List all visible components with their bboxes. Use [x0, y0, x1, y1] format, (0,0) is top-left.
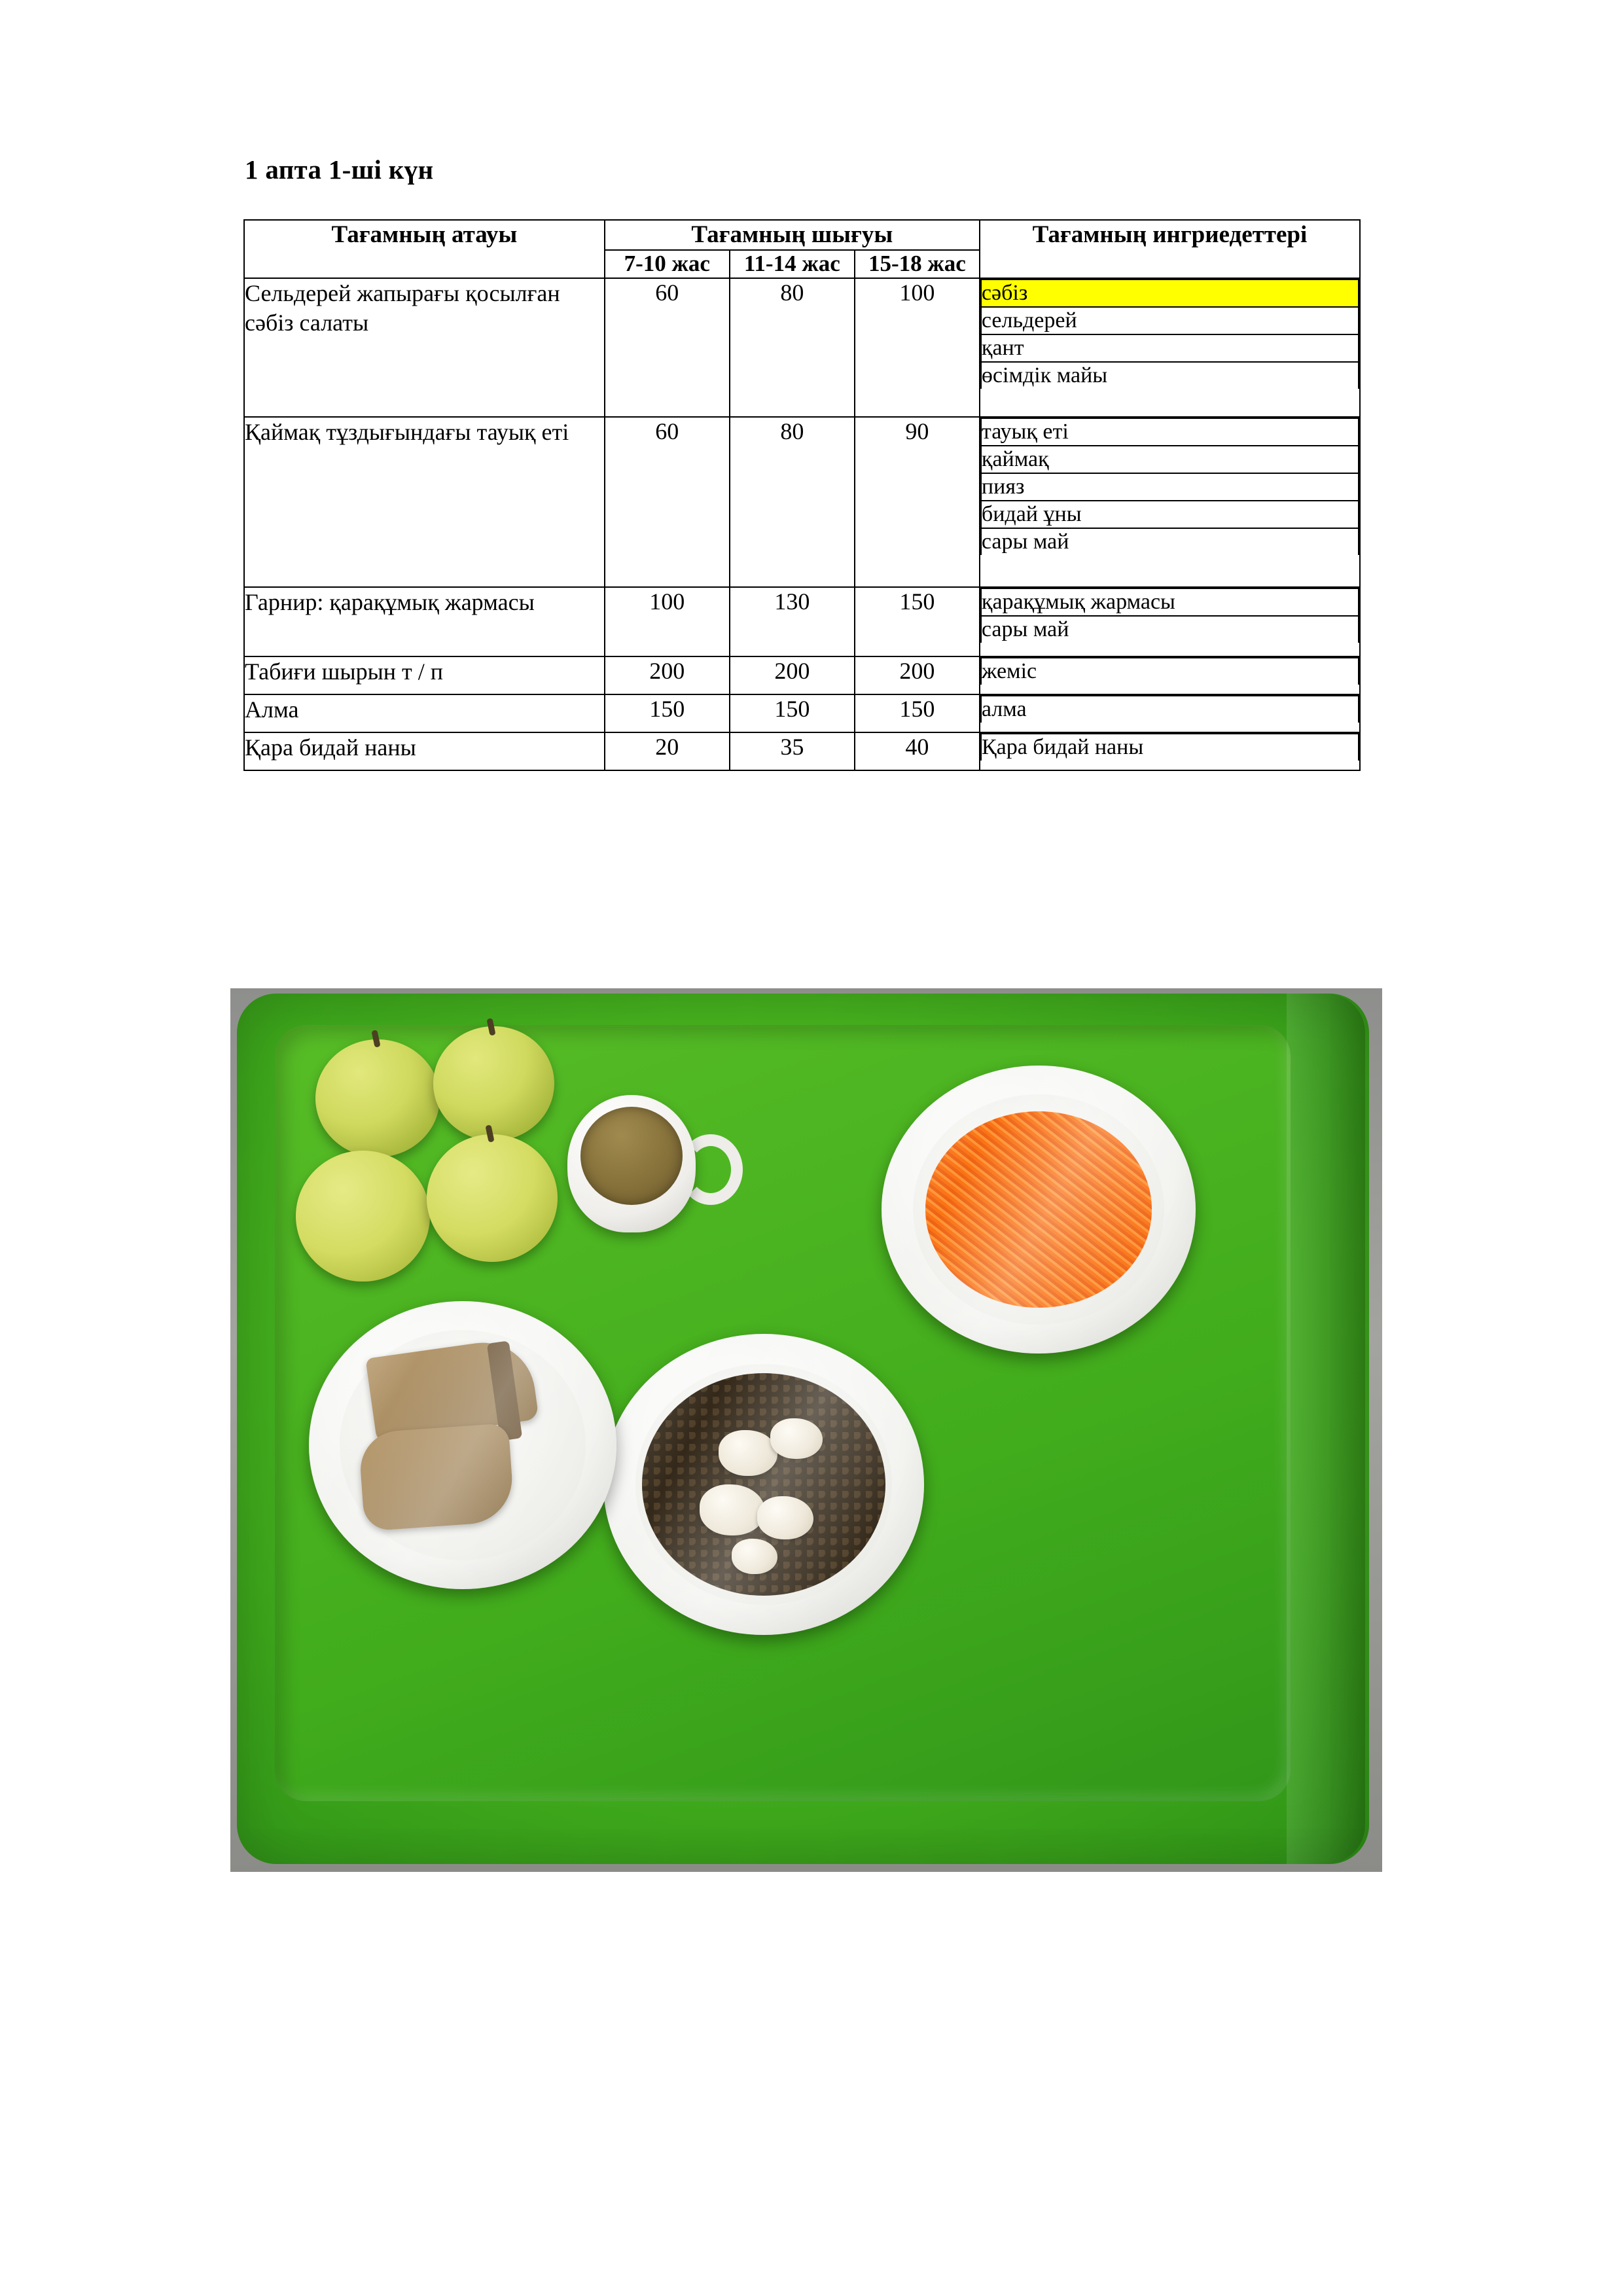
header-output-group: Тағамның шығуы	[605, 220, 980, 250]
menu-table	[243, 219, 1361, 771]
chicken-piece	[732, 1539, 777, 1574]
juice-cup	[567, 1095, 718, 1249]
table-row	[244, 694, 1360, 732]
ingredient-list	[980, 695, 1359, 723]
table-row	[244, 278, 1360, 417]
page-title: 1 апта 1-ші күн	[245, 154, 434, 185]
ingredient-list	[980, 733, 1359, 761]
dish-amount-11-14: 130	[730, 587, 855, 656]
ingredient-item: алма	[981, 696, 1359, 723]
meal-photo	[230, 988, 1382, 1872]
table-row	[244, 417, 1360, 587]
dish-amount-15-18: 40	[855, 732, 980, 770]
meal-photo-image	[230, 988, 1382, 1872]
ingredient-item: бидай ұны	[981, 501, 1359, 528]
apple-fruit	[433, 1026, 554, 1141]
table-row	[244, 587, 1360, 656]
chicken-piece	[757, 1496, 813, 1539]
dish-amount-11-14: 35	[730, 732, 855, 770]
apple-fruit	[315, 1039, 440, 1157]
ingredient-list-cell	[980, 732, 1360, 770]
ingredient-item: жеміс	[981, 658, 1359, 685]
ingredient-list-cell	[980, 417, 1360, 587]
dish-amount-15-18: 100	[855, 278, 980, 417]
ingredient-item: сары май	[981, 528, 1359, 555]
ingredient-list	[980, 657, 1359, 685]
ingredient-item: Қара бидай наны	[981, 734, 1359, 761]
dish-amount-7-10: 60	[605, 417, 730, 587]
table-row	[244, 656, 1360, 694]
dish-name: Сельдерей жапырағы қосылған сәбіз салаты	[244, 278, 605, 417]
ingredient-item: қаймақ	[981, 446, 1359, 473]
chicken-piece	[770, 1418, 823, 1459]
ingredient-item: сельдерей	[981, 307, 1359, 334]
dish-name: Гарнир: қарақұмық жармасы	[244, 587, 605, 656]
dish-amount-7-10: 60	[605, 278, 730, 417]
pear-fruit	[427, 1134, 558, 1262]
header-ingredients: Тағамның ингриедеттері	[980, 220, 1360, 278]
dish-amount-15-18: 200	[855, 656, 980, 694]
dish-amount-15-18: 90	[855, 417, 980, 587]
dish-amount-11-14: 80	[730, 417, 855, 587]
dish-amount-7-10: 100	[605, 587, 730, 656]
buckwheat-plate	[603, 1334, 924, 1635]
dish-amount-11-14: 200	[730, 656, 855, 694]
dish-name: Қаймақ тұздығындағы тауық еті	[244, 417, 605, 587]
ingredient-list	[980, 588, 1359, 643]
tray-lip	[1287, 994, 1365, 1864]
header-age-7-10: 7-10 жас	[605, 250, 730, 278]
chicken-piece	[700, 1484, 765, 1535]
table-header-row-1	[244, 220, 1360, 250]
ingredient-list-cell	[980, 656, 1360, 694]
carrot-salad	[925, 1111, 1152, 1307]
ingredient-list	[980, 418, 1359, 555]
table-row	[244, 732, 1360, 770]
ingredient-item: сары май	[981, 616, 1359, 643]
carrot-salad-plate	[882, 1066, 1196, 1354]
dish-name: Табиғи шырын т / п	[244, 656, 605, 694]
ingredient-list	[980, 279, 1359, 389]
dish-name: Алма	[244, 694, 605, 732]
chicken-piece	[719, 1430, 777, 1476]
dish-amount-11-14: 80	[730, 278, 855, 417]
ingredient-item: сәбіз	[981, 279, 1359, 307]
ingredient-list-cell	[980, 278, 1360, 417]
bread-slice	[358, 1423, 515, 1532]
header-dish-name: Тағамның атауы	[244, 220, 605, 278]
dish-name: Қара бидай наны	[244, 732, 605, 770]
dish-amount-15-18: 150	[855, 694, 980, 732]
document-content	[243, 154, 1363, 771]
ingredient-item: қант	[981, 334, 1359, 362]
ingredient-list-cell	[980, 587, 1360, 656]
ingredient-item: тауық еті	[981, 418, 1359, 446]
ingredient-list-cell	[980, 694, 1360, 732]
cup-body	[567, 1095, 696, 1232]
bread-plate	[309, 1301, 616, 1589]
dish-amount-7-10: 150	[605, 694, 730, 732]
dish-amount-11-14: 150	[730, 694, 855, 732]
dish-amount-7-10: 20	[605, 732, 730, 770]
dish-amount-7-10: 200	[605, 656, 730, 694]
pear-fruit	[296, 1151, 430, 1282]
ingredient-item: қарақұмық жармасы	[981, 588, 1359, 616]
ingredient-item: пияз	[981, 473, 1359, 501]
ingredient-item: өсімдік майы	[981, 362, 1359, 389]
header-age-15-18: 15-18 жас	[855, 250, 980, 278]
header-age-11-14: 11-14 жас	[730, 250, 855, 278]
food-tray	[237, 994, 1369, 1864]
juice-liquid	[580, 1107, 683, 1205]
dish-amount-15-18: 150	[855, 587, 980, 656]
